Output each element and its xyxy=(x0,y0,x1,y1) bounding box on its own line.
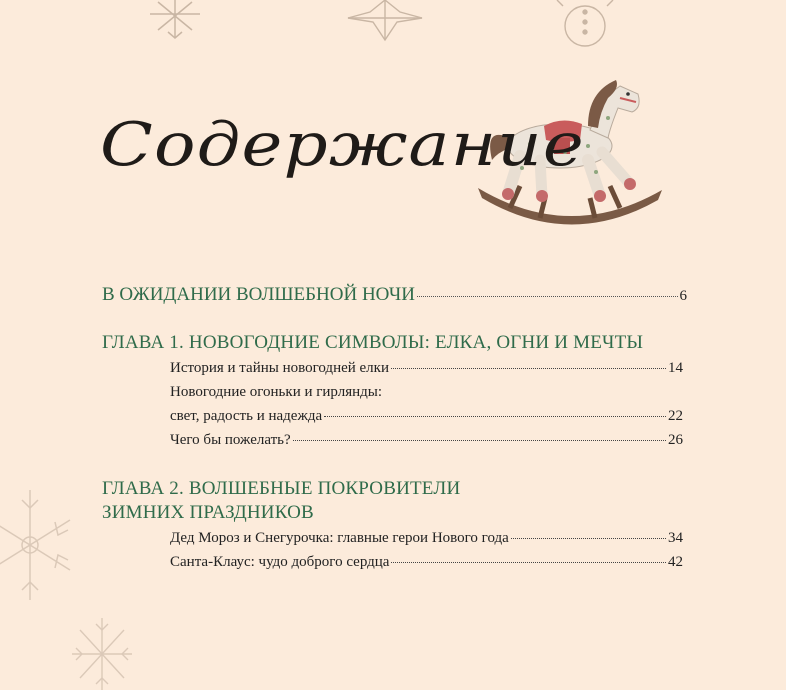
page-number: 6 xyxy=(679,288,687,304)
chapter-2-heading-line1[interactable]: ГЛАВА 2. ВОЛШЕБНЫЕ ПОКРОВИТЕЛИ xyxy=(102,478,461,499)
chapter-2-heading-line2[interactable]: ЗИМНИХ ПРАЗДНИКОВ xyxy=(102,502,314,523)
page-title: Содержание xyxy=(100,110,585,180)
toc-entry-label-line1[interactable]: Новогодние огоньки и гирлянды: xyxy=(170,384,383,400)
snowflake-icon xyxy=(140,0,210,40)
toc-entry[interactable] xyxy=(170,408,683,425)
star-ornament-icon xyxy=(340,0,430,45)
page-number: 22 xyxy=(668,408,683,424)
toc-entry[interactable] xyxy=(170,432,683,449)
toc-entry-label: свет, радость и надежда xyxy=(170,408,323,424)
dot-leader xyxy=(324,416,666,417)
dot-leader xyxy=(391,562,666,563)
dot-leader xyxy=(391,368,666,369)
snowflake-icon xyxy=(0,490,75,600)
toc-entry[interactable] xyxy=(170,360,683,377)
dot-leader xyxy=(293,440,666,441)
snowman-icon xyxy=(555,0,615,48)
toc-entry-label: Дед Мороз и Снегурочка: главные герои Нового года xyxy=(170,530,509,546)
dot-leader xyxy=(511,538,666,539)
toc-intro[interactable] xyxy=(102,284,687,306)
toc-entry-label: Чего бы пожелать? xyxy=(170,432,291,448)
toc-intro-label: В ОЖИДАНИИ ВОЛШЕБНОЙ НОЧИ xyxy=(102,284,415,305)
toc-entry-label: История и тайны новогодней елки xyxy=(170,360,389,376)
snowflake-icon xyxy=(70,618,135,690)
chapter-1-heading[interactable]: ГЛАВА 1. НОВОГОДНИЕ СИМВОЛЫ: ЕЛКА, ОГНИ И МЕЧТЫ xyxy=(102,332,644,353)
page-number: 34 xyxy=(668,530,683,546)
dot-leader xyxy=(417,296,678,297)
page-number: 26 xyxy=(668,432,683,448)
page-number: 42 xyxy=(668,554,683,570)
page-number: 14 xyxy=(668,360,683,376)
toc-entry[interactable] xyxy=(170,530,683,547)
toc-entry[interactable] xyxy=(170,554,683,571)
toc-entry-label: Санта-Клаус: чудо доброго сердца xyxy=(170,554,390,570)
